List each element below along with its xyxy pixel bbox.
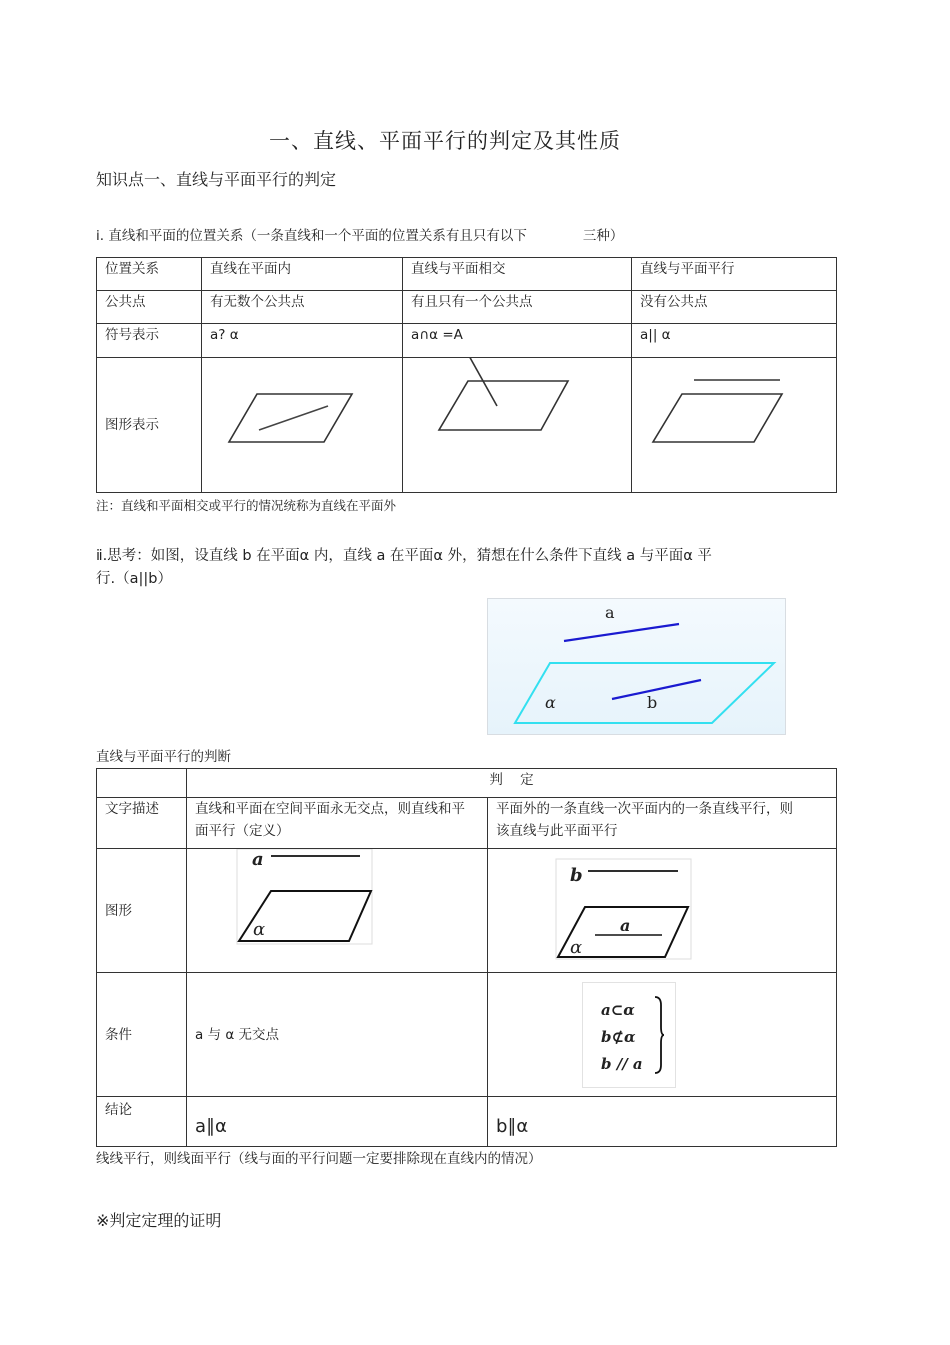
plane-parallelogram [653,394,782,442]
theorem-figure [488,849,836,972]
condition-2: b⊄α [601,1027,636,1046]
line-intersect-plane-figure [403,358,631,492]
conclusion-left: a∥α [195,1116,227,1137]
symbol-cell: a∩α =A [411,327,463,343]
note: 注：直线和平面相交或平行的情况统称为直线在平面外 [96,498,397,513]
table-cell: 有且只有一个公共点 [411,294,533,310]
table-row [97,973,837,1097]
header-cell: 直线与平面平行 [640,261,735,277]
think-line-2: 行.（a||b） [96,571,172,587]
proof-heading: ※判定定理的证明 [96,1211,222,1230]
figure-row-label: 图形表示 [105,417,159,433]
row-label: 结论 [105,1102,132,1118]
label-b: b [570,865,583,886]
symbol-cell: a? α [210,327,239,343]
row-label: 图形 [105,902,132,919]
table-row [97,1097,837,1147]
header-cell: 位置关系 [105,261,159,277]
think-line-1: ⅱ.思考：如图，设直线 b 在平面α 内，直线 a 在平面α 外，猜想在什么条件下直线 a 与平面α 平 [96,548,712,564]
intro-text: ⅰ. 直线和平面的位置关系（一条直线和一个平面的位置关系有且只有以下 [96,228,527,244]
line-segment [468,358,497,406]
judgement-table [96,768,837,1147]
intro-paragraph [96,224,623,244]
plane-parallelogram [229,394,352,442]
table-cell: 没有公共点 [640,294,708,310]
symbol-cell: a|| α [640,327,671,343]
label-a: a [605,603,615,622]
brace-icon [653,995,665,1075]
header-cell: 直线在平面内 [210,261,291,277]
condition-3: b // a [601,1054,643,1073]
label-alpha: α [253,919,266,940]
summary-note: 线线平行，则线面平行（线与面的平行问题一定要排除现在直线内的情况） [96,1151,542,1167]
intro-tail: 三种） [582,228,624,244]
line-in-plane-figure [202,358,402,492]
header-cell: 判 定 [489,772,534,788]
cond-left: a 与 α 无交点 [195,1026,280,1043]
table2-label: 直线与平面平行的判断 [96,749,231,765]
table-cell: 有无数个公共点 [210,294,305,310]
text-right: 平面外的一条直线一次平面内的一条直线平行，则该直线与此平面平行 [496,801,793,839]
table-row [97,769,837,798]
table-row [97,358,837,493]
condition-list [601,997,643,1078]
page-title: 一、直线、平面平行的判定及其性质 [269,129,621,153]
table-row [97,849,837,973]
think-paragraph [96,545,836,591]
condition-1: a⊂α [601,1000,635,1019]
condition-box [582,982,676,1088]
label-alpha: α [545,693,556,712]
row-label: 条件 [105,1026,132,1043]
table-row [97,258,837,291]
header-cell: 直线与平面相交 [411,261,506,277]
table-row [97,798,837,849]
label-a: a [620,916,631,935]
position-relations-table [96,257,837,493]
line-parallel-plane-figure [632,358,836,492]
section-heading: 知识点一、直线与平面平行的判定 [96,170,337,189]
parallel-figure [487,598,786,735]
line-segment [259,406,328,430]
definition-figure [187,849,487,972]
label-b: b [647,693,658,712]
figure-background [488,599,786,735]
table-cell: 公共点 [105,294,146,310]
table-row [97,291,837,324]
row-label: 文字描述 [105,801,159,817]
plane-parallelogram [439,381,568,430]
table-cell: 符号表示 [105,327,159,343]
table-row [97,324,837,358]
text-left: 直线和平面在空间平面永无交点，则直线和平面平行（定义） [195,801,465,839]
conclusion-right: b∥α [496,1116,529,1137]
label-a: a [252,849,264,870]
label-alpha: α [570,937,583,958]
